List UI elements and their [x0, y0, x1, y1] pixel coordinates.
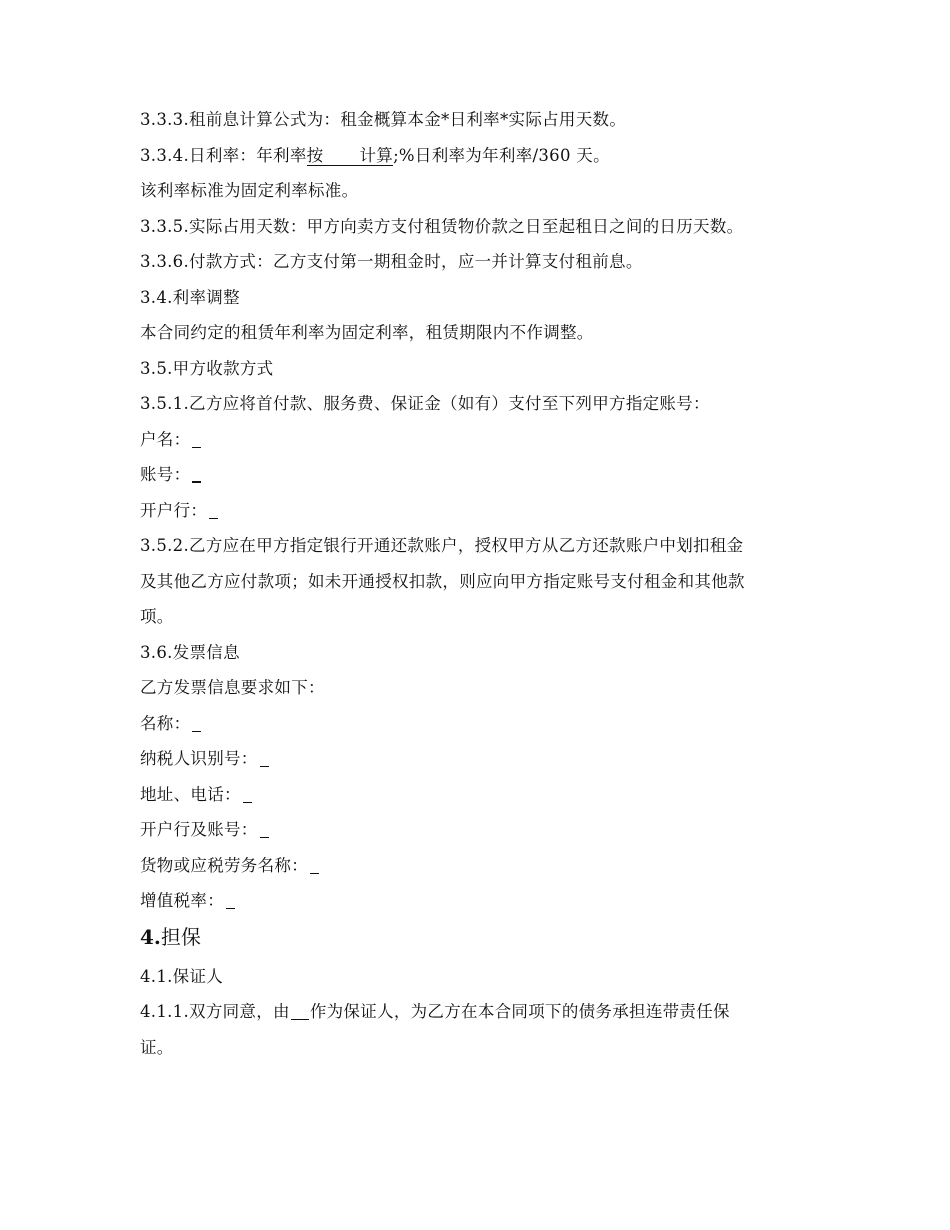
clause-3-3-3: 3.3.3.租前息计算公式为：租金概算本金*日利率*实际占用天数。: [140, 110, 627, 129]
clause-3-4-text: 本合同约定的租赁年利率为固定利率，租赁期限内不作调整。: [140, 323, 594, 342]
clause-3-5-2-line1: 3.5.2.乙方应在甲方指定银行开通还款账户，授权甲方从乙方还款账户中划扣租金: [140, 536, 744, 555]
taxpayer-id-field: [140, 741, 830, 777]
address-phone-blank: [243, 784, 252, 803]
account-name-field: [140, 422, 830, 458]
account-name-blank: [192, 429, 201, 448]
clause-3-3-6: 3.3.6.付款方式：乙方支付第一期租金时，应一并计算支付租前息。: [140, 252, 643, 271]
section-3-5-title: 3.5.甲方收款方式: [140, 358, 274, 378]
clause-3-3-4-tail: ;%日利率为年利率/360 天。: [393, 145, 610, 165]
account-number-field: [140, 457, 830, 493]
account-number-blank: [192, 463, 201, 483]
section-4-title: 担保: [160, 924, 201, 949]
bank-account-label: 开户行及账号：: [140, 820, 258, 839]
clause-3-5-2-line3: 项。: [140, 607, 174, 626]
bank-account-blank: [260, 819, 269, 838]
vat-rate-label: 增值税率：: [140, 891, 224, 910]
rate-basis-prefix: 按: [306, 145, 324, 165]
clause-3-3-4-label: 3.3.4.日利率：年利率: [140, 145, 307, 165]
clause-3-5-1: 3.5.1.乙方应将首付款、服务费、保证金（如有）支付至下列甲方指定账号：: [140, 394, 710, 413]
section-4-1-title: 4.1.保证人: [140, 966, 224, 986]
vat-rate-blank: [226, 890, 235, 909]
goods-name-label: 货物或应税劳务名称：: [140, 855, 308, 875]
address-phone-label: 地址、电话：: [140, 784, 241, 804]
account-name-label: 户名：: [140, 429, 191, 449]
rate-standard-note: 该利率标准为固定利率标准。: [140, 181, 359, 200]
section-4-heading: [140, 919, 830, 959]
section-3-6-title: 3.6.发票信息: [140, 642, 240, 662]
rate-basis-suffix: 计算: [359, 145, 394, 165]
clause-3-3-4: [140, 138, 830, 174]
clause-4-1-1-line2: 证。: [140, 1037, 174, 1057]
invoice-name-field: [140, 706, 830, 742]
clause-4-1-1-suffix: 作为保证人，为乙方在本合同项下的债务承担连带责任保: [309, 1002, 730, 1021]
invoice-name-blank: [192, 713, 201, 732]
opening-bank-field: [140, 493, 830, 529]
address-phone-field: [140, 777, 830, 813]
goods-name-blank: [310, 855, 319, 874]
taxpayer-id-label: 纳税人识别号：: [140, 749, 258, 768]
clause-3-5-2-line2: 及其他乙方应付款项；如未开通授权扣款，则应向甲方指定账号支付租金和其他款: [140, 571, 745, 591]
clause-4-1-1-line1: [140, 994, 830, 1030]
section-3-4-title: 3.4.利率调整: [140, 287, 240, 307]
section-4-number: 4.: [140, 924, 161, 949]
vat-rate-field: [140, 883, 830, 919]
contract-text: [140, 102, 830, 1065]
invoice-name-label: 名称：: [140, 713, 191, 733]
bank-account-field: [140, 812, 830, 848]
goods-name-field: [140, 848, 830, 884]
invoice-intro: 乙方发票信息要求如下：: [140, 678, 325, 697]
clause-4-1-1-prefix: 4.1.1.双方同意，由: [140, 1002, 290, 1021]
taxpayer-id-blank: [260, 748, 269, 767]
clause-3-3-5: 3.3.5.实际占用天数：甲方向卖方支付租赁物价款之日至起租日之间的日历天数。: [140, 216, 744, 236]
rate-basis-fill: [307, 146, 393, 166]
guarantor-blank: [291, 1001, 309, 1020]
opening-bank-blank: [209, 500, 218, 519]
account-number-label: 账号：: [140, 465, 191, 484]
opening-bank-label: 开户行：: [140, 500, 208, 520]
